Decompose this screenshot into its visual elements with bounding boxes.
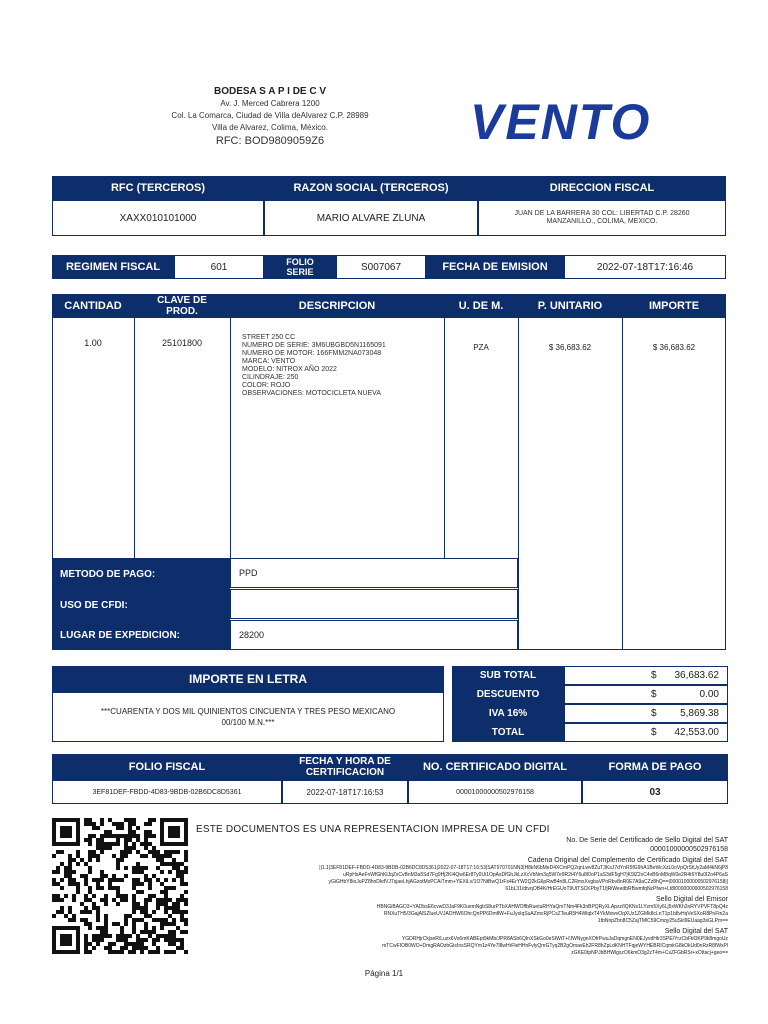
issuer-name: BODESA S A P I DE C V <box>213 85 327 97</box>
desc-line: STREET 250 CC <box>242 334 296 341</box>
serie-label: SERIE <box>286 267 314 277</box>
metodo-pago-label: METODO DE PAGO: <box>52 558 230 590</box>
item-unidad: PZA <box>473 342 489 352</box>
subtotal-amount: 36,683.62 <box>674 670 719 681</box>
column-divider <box>444 318 445 558</box>
precio-unitario-header: P. UNITARIO <box>518 294 622 318</box>
razon-social-value: MARIO ALVARE ZLUNA <box>264 200 478 236</box>
importe-header: IMPORTE <box>622 294 726 318</box>
currency-sign: $ <box>651 670 657 681</box>
clave-header-line1: CLAVE DE <box>157 295 207 306</box>
uso-cfdi-value <box>230 589 518 619</box>
letra-line-1: ***CUARENTA Y DOS MIL QUINIENTOS CINCUENTA Y TRES PESO MEXICANO <box>100 707 396 716</box>
sello-emisor-line: 1tbNnpZbn8C5ZajTMlC59Cmqy25uSkl9EUaag3sGLPm== <box>597 918 728 924</box>
forma-pago-header: FORMA DE PAGO <box>582 754 728 780</box>
direccion-line-1: JUAN DE LA BARRERA 30 COL: LIBERTAD C.P. 28260 <box>514 210 690 217</box>
fecha-cert-line2: CERTIFICACION <box>305 767 385 778</box>
qr-code <box>52 818 188 954</box>
sello-sat-line: mTCwFIOB0WO+DmgRAOzbGtcInsSRQYm1z4Ye7l8wHrFleHHnFvlyQmGTyq2B2gOmavEh2FR8hZpLdKNHTFqjeWYHEBRICqmlrG8kOkUd0nRzR8fWxPl <box>382 943 728 949</box>
forma-pago-value: 03 <box>582 780 728 804</box>
clave-prod-header <box>134 294 230 318</box>
clave-header-line2: PROD. <box>166 306 198 317</box>
issuer-address-3: Villa de Alvarez, Colima, México. <box>212 123 328 132</box>
issuer-rfc: RFC: BOD9809059Z6 <box>215 135 325 147</box>
serie-sat-label: No. De Serie del Certificado de Sello Digital del SAT <box>566 837 728 844</box>
subtotal-label: SUB TOTAL <box>479 670 537 681</box>
regimen-fiscal-value: 601 <box>174 255 264 279</box>
direccion-line-2: MANZANILLO., COLIMA, MEXICO. <box>546 218 658 225</box>
descuento-value <box>564 685 728 704</box>
lugar-expedicion-label: LUGAR DE EXPEDICION: <box>52 620 230 650</box>
fecha-certificacion-header <box>282 754 408 780</box>
descripcion-header: DESCRIPCION <box>230 294 444 318</box>
item-precio-unitario: $ 36,683.62 <box>548 342 592 352</box>
descuento-label: DESCUENTO <box>476 689 540 700</box>
sat-details <box>196 836 728 957</box>
column-divider <box>518 318 519 650</box>
folio-fiscal-value: 3EF81DEF-FBDD-4D83-9BDB-02B6DC8D5361 <box>52 780 282 804</box>
item-cantidad: 1.00 <box>84 338 102 348</box>
column-divider <box>134 318 135 558</box>
rfc-terceros-value: XAXX010101000 <box>52 200 264 236</box>
sello-emisor-line: RNXuTH5/3GajAlSZlueUVJADHW6OhcQnPP6DmflW+FuJysIqSuAZmcRjPCsZTeuR5H4WlqlxT4YkMxwvOqXUz1ZGMk8cLnT1p1b8vHqVeSXoR8PnFtn2a <box>383 911 728 917</box>
desc-line: MODELO: NITROX AÑO 2022 <box>242 366 337 373</box>
currency-sign: $ <box>651 708 657 719</box>
iva-label: IVA 16% <box>488 708 528 719</box>
razon-social-header: RAZON SOCIAL (TERCEROS) <box>264 176 478 200</box>
uso-cfdi-label: USO DE CFDI: <box>52 590 230 620</box>
fecha-cert-line1: FECHA Y HORA DE <box>299 756 391 767</box>
desc-line: CILINDRAJE: 250 <box>242 374 299 381</box>
importe-letra-header: IMPORTE EN LETRA <box>52 666 444 692</box>
folio-label: FOLIO <box>286 257 314 267</box>
direccion-fiscal-header: DIRECCION FISCAL <box>478 176 726 200</box>
column-divider <box>230 318 231 558</box>
iva-amount: 5,869.38 <box>680 708 719 719</box>
qr-code-graphic <box>52 818 188 954</box>
no-certificado-header: NO. CERTIFICADO DIGITAL <box>408 754 582 780</box>
item-descripcion <box>242 334 442 398</box>
total-value <box>564 723 728 742</box>
item-importe: $ 36,683.62 <box>652 342 696 352</box>
total-amount: 42,553.00 <box>674 727 719 738</box>
unidad-medida-header: U. DE M. <box>444 294 518 318</box>
cfdi-representation-title: ESTE DOCUMENTOS ES UNA REPRESENTACION IMPRESA DE UN CFDI <box>196 824 550 835</box>
desc-line: MARCA: VENTO <box>242 358 296 365</box>
sello-emisor-label: Sello Digital del Emisor <box>656 896 728 903</box>
cantidad-header: CANTIDAD <box>52 294 134 318</box>
column-divider <box>622 318 623 650</box>
sello-sat-line: YGDRHjrCkjseR/Luzx6Vo6mKABEpt9kMb/JPR8ASb6QInXSkGo0eSIWtT+fJWNygnXOfrPwuJaDqmgnEN0EJyvdHtr3SPE/YrzCbFtiOKP9k8mgoUz <box>401 936 728 942</box>
rfc-terceros-header: RFC (TERCEROS) <box>52 176 264 200</box>
metodo-pago-value: PPD <box>230 558 518 588</box>
folio-serie-value: S007067 <box>336 255 426 279</box>
lugar-expedicion-value: 28200 <box>230 620 518 650</box>
subtotal-value <box>564 666 728 685</box>
currency-sign: $ <box>651 727 657 738</box>
fecha-emision-label: FECHA DE EMISION <box>426 255 564 279</box>
fecha-certificacion-value: 2022-07-18T17:16:53 <box>282 780 408 804</box>
desc-line: NUMERO DE SERIE: 3M6UBGBD5N1165091 <box>242 342 386 349</box>
regimen-fiscal-label: REGIMEN FISCAL <box>52 255 174 279</box>
total-label: TOTAL <box>491 727 525 738</box>
desc-line: OBSERVACIONES: MOTOCICLETA NUEVA <box>242 390 381 397</box>
cadena-line: ||1.1|3EF81DEF-FBDD-4D83-9BDB-02B6DC8D5361|2022-07-18T17:16:53|SAT970701NN3|H8kN6bMeD4XCmPQ2qnLwv8ZuT3KsJ7dYnR5fG9hA1BeWcXzL0oVpQrStUy2aM4kN6jP8 <box>319 865 728 871</box>
issuer-address-2: Col. La Comarca, Ciudad de Villa deAlvarez C.P. 28989 <box>171 111 369 120</box>
folio-fiscal-header: FOLIO FISCAL <box>52 754 282 780</box>
letra-line-2: 00/100 M.N.*** <box>221 718 275 727</box>
desc-line: COLOR: ROJO <box>242 382 291 389</box>
sello-sat-line: zGKE0tpNPJbBHWlgszO6kmO3g2zT4m+CsZFGbRSr+xOItacj+geo== <box>571 950 728 956</box>
cadena-line: 61bL31/dtvqOB4K/HrEGUoT9UITSCKPbyT1fjRiWeedbRBwmfqNzPfwn+Lt8l0000000000502976158 <box>505 886 728 892</box>
cadena-line: yGiGHbY8ioJuPZ8hnDkdVJ7sjaeLhjAGzotMxPCAiTmm+YEXiLv/1O7NtBwQ1rFs4ErYW2Q2kG6pRwB4n8LC2RmsXvgbaVPnRbv8nR0E7A9aCZz8hQ==|00001000000502976158|| <box>328 879 728 885</box>
descuento-amount: 0.00 <box>699 689 719 700</box>
item-clave: 25101800 <box>161 338 203 348</box>
currency-sign: $ <box>651 689 657 700</box>
importe-letra-value <box>52 692 444 742</box>
fecha-emision-value: 2022-07-18T17:16:46 <box>564 255 726 279</box>
direccion-fiscal-value <box>478 200 726 236</box>
vento-logo: VENTO <box>470 94 652 150</box>
folio-serie-label <box>264 255 336 279</box>
cadena-label: Cadena Original del Complemento de Certificado Digital del SAT <box>527 857 728 864</box>
sello-emisor-line: HBNGiBAGO3+YADbsE6cvwD3JaF9K0uemNgbS8urPTbXAHWOffbRuetuRHYaQmTNm4Fk3nBPQRyXLApzz/IQKNx1LYzm5Xy6Lj5xWKh2nRYVPVFT8pQ4z <box>376 904 728 910</box>
desc-line: NUMERO DE MOTOR: 166FMM2NA073048 <box>242 350 382 357</box>
serie-sat-value: 00001000000502976158 <box>650 846 728 853</box>
page-number: Página 1/1 <box>364 968 404 978</box>
issuer-address-1: Av. J. Merced Cabrera 1200 <box>220 99 320 108</box>
cadena-line: uRpHsAeFnWfGhKlJqZxCvBnM3a5Sd7Fg9Hj2Kl4Qw6Er8Ty0Ui1OpAsDfGhJkLzXcVbNm3q5W7e9R2t4Y6u8I0oP1aS3dF5gH7jK9lZ2xC4vB6nM8qW0e2R4t6Y8u0I2o4P6aS <box>343 872 728 878</box>
no-certificado-value: 00001000000502976158 <box>408 780 582 804</box>
sello-sat-label: Sello Digital del SAT <box>664 928 728 935</box>
iva-value <box>564 704 728 723</box>
